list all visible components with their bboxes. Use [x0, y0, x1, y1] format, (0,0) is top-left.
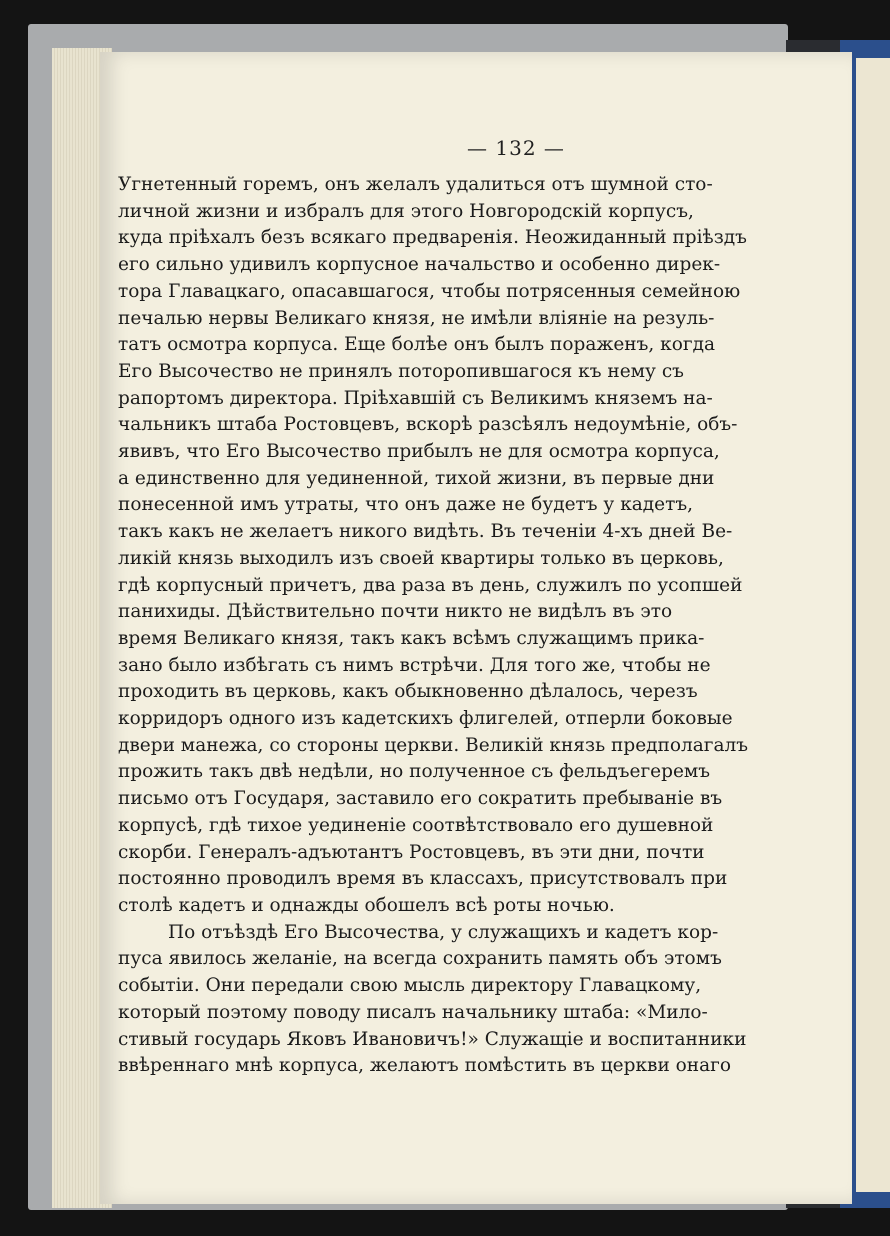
- text-line: письмо отъ Государя, заставило его сократить пребываніе въ: [118, 788, 723, 810]
- text-line: двери манежа, со стороны церкви. Великій князь предполагалъ: [118, 734, 749, 756]
- text-line: ввѣреннаго мнѣ корпуса, желаютъ помѣстить въ церкви онаго: [118, 1055, 731, 1077]
- text-line: время Великаго князя, такъ какъ всѣмъ служащимъ прика-: [118, 627, 705, 649]
- text-line: корридоръ одного изъ кадетскихъ флигелей, отперли боковые: [118, 708, 733, 730]
- text-line: панихиды. Дѣйствительно почти никто не видѣлъ въ это: [118, 601, 673, 623]
- text-line: постоянно проводилъ время въ классахъ, присутствовалъ при: [118, 868, 728, 890]
- text-line: татъ осмотра корпуса. Еще болѣе онъ былъ пораженъ, когда: [118, 334, 715, 356]
- text-line: куда пріѣхалъ безъ всякаго предваренія. Неожиданный пріѣздъ: [118, 227, 747, 249]
- text-line: событіи. Они передали свою мысль директору Главацкому,: [118, 975, 702, 997]
- text-line: проходить въ церковь, какъ обыкновенно дѣлалось, черезъ: [118, 681, 698, 703]
- text-line: его сильно удивилъ корпусное начальство и особенно дирек-: [118, 254, 721, 276]
- text-line: зано было избѣгать съ нимъ встрѣчи. Для того же, чтобы не: [118, 654, 711, 676]
- page-text: [118, 172, 749, 1080]
- text-line: пуса явилось желаніе, на всегда сохранить память объ этомъ: [118, 948, 722, 970]
- text-line: печалью нервы Великаго князя, не имѣли вліяніе на резуль-: [118, 307, 715, 329]
- text-line: Его Высочество не принялъ поторопившагося къ нему съ: [118, 360, 684, 382]
- text-line: тора Главацкаго, опасавшагося, чтобы потрясенныя семейною: [118, 280, 741, 302]
- text-line: столѣ кадетъ и однажды обошелъ всѣ роты ночью.: [118, 894, 615, 916]
- text-line: явивъ, что Его Высочество прибылъ не для осмотра корпуса,: [118, 441, 720, 463]
- text-line: стивый государь Яковъ Ивановичъ!» Служащіе и воспитанники: [118, 1028, 747, 1050]
- text-line: рапортомъ директора. Пріѣхавшій съ Великимъ княземъ на-: [118, 387, 713, 409]
- text-line: личной жизни и избралъ для этого Новгородскій корпусъ,: [118, 200, 694, 222]
- text-line: такъ какъ не желаетъ никого видѣть. Въ теченіи 4-хъ дней Ве-: [118, 521, 733, 543]
- text-line: а единственно для уединенной, тихой жизни, въ первые дни: [118, 467, 715, 489]
- text-line: прожить такъ двѣ недѣли, но полученное съ фельдъегеремъ: [118, 761, 711, 783]
- text-line: гдѣ корпусный причетъ, два раза въ день, служилъ по усопшей: [118, 574, 743, 596]
- text-line: понесенной имъ утраты, что онъ даже не будетъ у кадетъ,: [118, 494, 694, 516]
- right-page-sliver: [856, 58, 890, 1192]
- text-line: чальникъ штаба Ростовцевъ, вскорѣ разсѣялъ недоумѣніе, объ-: [118, 414, 738, 436]
- page-number: — 132 —: [467, 136, 565, 160]
- text-line: корпусѣ, гдѣ тихое уединеніе соотвѣтствовало его душевной: [118, 814, 714, 836]
- text-line: По отъѣздѣ Его Высочества, у служащихъ и кадетъ кор-: [168, 921, 719, 943]
- text-line: скорби. Генералъ-адъютантъ Ростовцевъ, въ эти дни, почти: [118, 841, 705, 863]
- text-line: ликій князь выходилъ изъ своей квартиры только въ церковь,: [118, 547, 724, 569]
- text-line: Угнетенный горемъ, онъ желалъ удалиться отъ шумной сто-: [118, 174, 713, 195]
- text-line: который поэтому поводу писалъ начальнику штаба: «Мило-: [118, 1001, 708, 1023]
